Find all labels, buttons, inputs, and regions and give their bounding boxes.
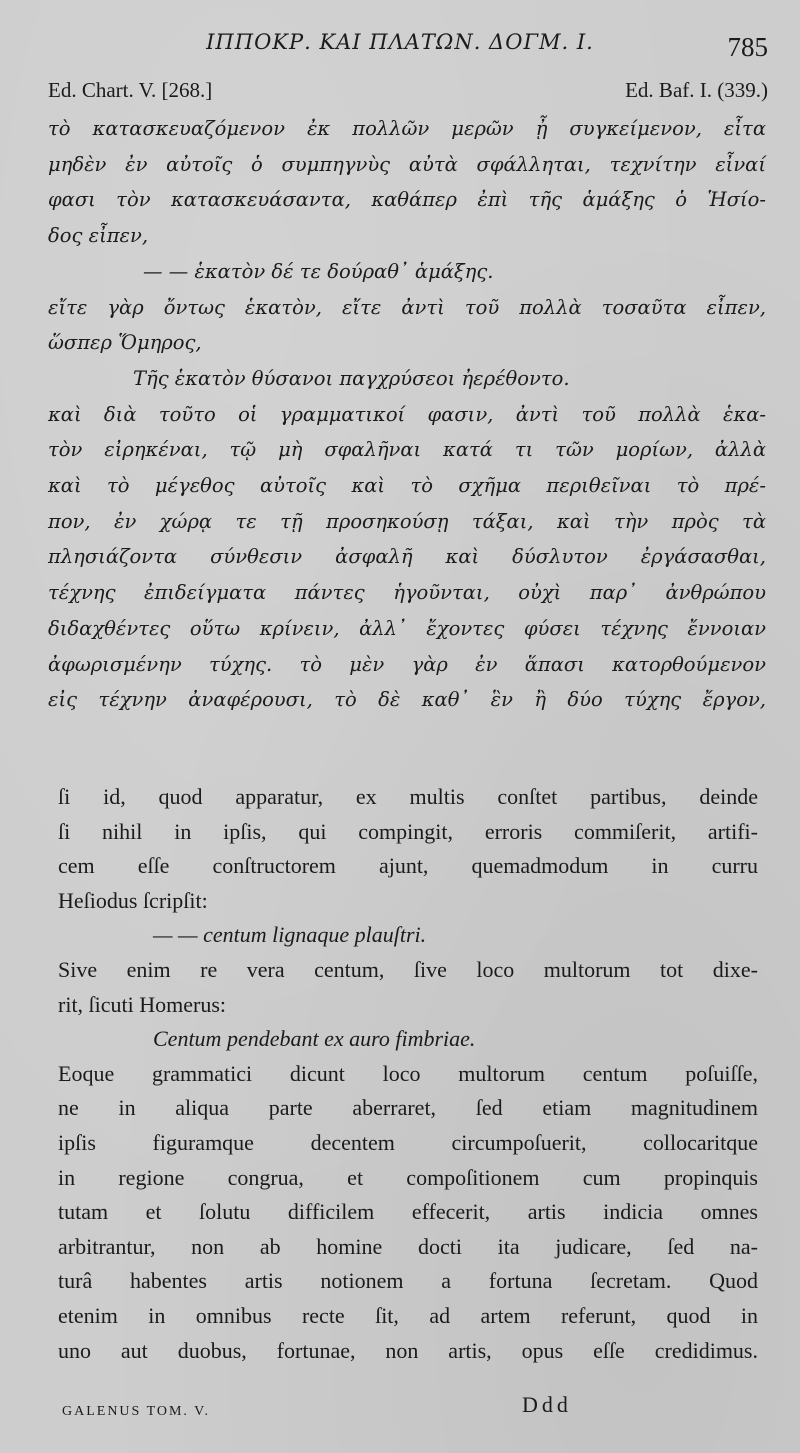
latin-line: in regione congrua, et compoſitionem cum propinquis bbox=[58, 1164, 758, 1190]
greek-line: τὸ κατασκευαζόμενον ἐκ πολλῶν μερῶν ᾖ συγκείμενον, εἶτα bbox=[48, 117, 766, 140]
latin-line: etenim in omnibus recte ſit, ad artem referunt, quod in bbox=[58, 1302, 758, 1328]
running-head: ΙΠΠΟΚΡ. ΚΑΙ ΠΛΑΤΩΝ. ΔΟΓΜ. Ι. bbox=[206, 30, 594, 54]
latin-line: ſi nihil in ipſis, qui compingit, erroris commiſerit, artifi- bbox=[58, 818, 758, 844]
greek-line: εἴτε γὰρ ὄντως ἑκατὸν, εἴτε ἀντὶ τοῦ πολλὰ τοσαῦτα εἶπεν, bbox=[48, 295, 766, 319]
latin-line: Sive enim re vera centum, ſive loco multorum tot dixe- bbox=[58, 956, 758, 982]
greek-line: εἰς τέχνην ἀναφέρουσι, τὸ δὲ καθ᾽ ἓν ἢ δύο τύχης ἔργον, bbox=[48, 688, 766, 712]
latin-line: tutam et ſolutu difficilem effecerit, artis indicia omnes bbox=[58, 1199, 758, 1225]
edition-references bbox=[48, 78, 768, 102]
greek-text-block bbox=[48, 111, 766, 718]
greek-line: φασι τὸν κατασκευάσαντα, καθάπερ ἐπὶ τῆς ἁμάξης ὁ Ἡσίο- bbox=[48, 188, 766, 212]
latin-line: Heſiodus ſcripſit: bbox=[58, 887, 208, 913]
greek-verse-quotation: Τῆς ἑκατὸν θύσανοι παγχρύσεοι ἠερέθοντο. bbox=[133, 366, 570, 390]
latin-line: cem eſſe conſtructorem ajunt, quemadmodum in curru bbox=[58, 853, 758, 879]
page-number: 785 bbox=[727, 32, 768, 62]
greek-line: καὶ τὸ μέγεθος αὐτοῖς καὶ τὸ σχῆμα περιθεῖναι τὸ πρέ- bbox=[48, 474, 766, 498]
latin-line: Eoque grammatici dicunt loco multorum centum poſuiſſe, bbox=[58, 1060, 758, 1086]
greek-line: πον, ἐν χώρᾳ τε τῇ προσηκούσῃ τάξαι, καὶ τὴν πρὸς τὰ bbox=[48, 509, 766, 533]
ed-bas-reference: Ed. Baf. I. (339.) bbox=[625, 78, 768, 102]
greek-line: καὶ διὰ τοῦτο οἱ γραμματικοί φασιν, ἀντὶ τοῦ πολλὰ ἑκα- bbox=[48, 402, 766, 426]
volume-signature: GALENUS TOM. V. bbox=[62, 1404, 210, 1419]
latin-line: arbitrantur, non ab homine docti ita judicare, ſed na- bbox=[58, 1233, 758, 1259]
greek-line: ἀφωρισμένην τύχης. τὸ μὲν γὰρ ἐν ἅπασι κατορθούμενον bbox=[48, 652, 766, 676]
greek-line: μηδὲν ἐν αὐτοῖς ὁ συμπηγνὺς αὐτὰ σφάλληται, τεχνίτην εἶναί bbox=[48, 152, 766, 176]
latin-line: ſi id, quod apparatur, ex multis conſtet partibus, deinde bbox=[58, 784, 758, 809]
latin-line: turâ habentes artis notionem a fortuna ſecretam. Quod bbox=[58, 1268, 758, 1294]
greek-line: πλησιάζοντα σύνθεσιν ἀσφαλῆ καὶ δύσλυτον ἐργάσασθαι, bbox=[48, 545, 766, 569]
page-footer bbox=[62, 1392, 768, 1424]
greek-line: τὸν εἰρηκέναι, τῷ μὴ σφαλῆναι κατά τι τῶν μορίων, ἀλλὰ bbox=[48, 438, 766, 462]
latin-line: uno aut duobus, fortunae, non artis, opus eſſe credidimus. bbox=[58, 1337, 758, 1363]
latin-line: ne in aliqua parte aberraret, ſed etiam magnitudinem bbox=[58, 1095, 758, 1121]
latin-line: rit, ſicuti Homerus: bbox=[58, 991, 227, 1017]
greek-line: διδαχθέντες οὕτω κρίνειν, ἀλλ᾽ ἔχοντες φύσει τέχνης ἔννοιαν bbox=[48, 616, 766, 640]
gathering-signature-mark: Ddd bbox=[522, 1392, 572, 1417]
greek-verse-quotation: — — ἑκατὸν δέ τε δούραθ᾽ ἁμάξης. bbox=[143, 259, 494, 283]
latin-verse-quotation: Centum pendebant ex auro fimbriae. bbox=[153, 1026, 476, 1052]
greek-line: τέχνης ἐπιδείγματα πάντες ἡγοῦνται, οὐχὶ παρ᾽ ἀνθρώπου bbox=[48, 581, 766, 605]
latin-text-block bbox=[58, 780, 758, 1368]
greek-line: ὥσπερ Ὅμηρος, bbox=[48, 331, 202, 355]
ed-chart-reference: Ed. Chart. V. [268.] bbox=[48, 78, 213, 102]
latin-verse-quotation: — — centum lignaque plauſtri. bbox=[153, 922, 427, 948]
latin-line: ipſis figuramque decentem circumpoſuerit, collocaritque bbox=[58, 1129, 758, 1155]
greek-line: δος εἶπεν, bbox=[48, 224, 149, 248]
